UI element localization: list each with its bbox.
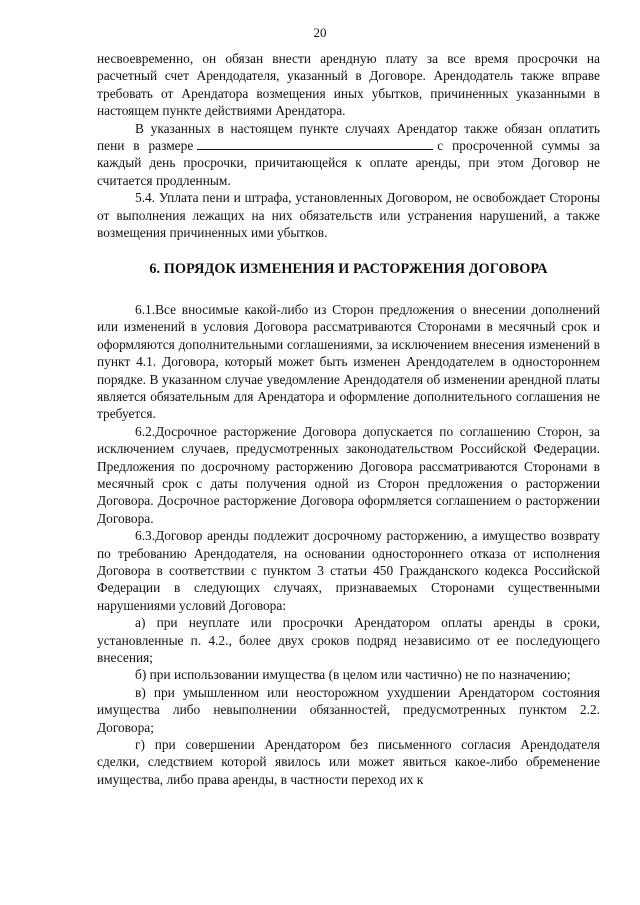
list-item-b: б) при использовании имущества (в целом или частично) не по назначению; <box>135 667 571 683</box>
section-6-heading: 6. ПОРЯДОК ИЗМЕНЕНИЯ И РАСТОРЖЕНИЯ ДОГОВОРА <box>149 261 548 278</box>
paragraph-penalty <box>97 120 600 190</box>
penalty-text-before: В указанных в настоящем пункте случаях Арендатор также обязан оплатить пени в размере <box>97 120 600 154</box>
penalty-text-after: с просроченной суммы за каждый день просрочки, причитающейся к оплате аренды, при этом Договор не считается продленным. <box>97 138 600 188</box>
penalty-amount-blank-line <box>197 137 433 150</box>
list-item-a: а) при неуплате или просрочки Арендатором оплаты аренды в сроки, установленные п. 4.2., более двух сроков подряд независимо от ее последующего внесения; <box>97 615 600 665</box>
paragraph-5-4: 5.4. Уплата пени и штрафа, установленных Договором, не освобождает Стороны от выполнения лежащих на них обязательств или устранения нарушений, а также возмещения причиненных ими убытков. <box>97 190 600 241</box>
list-item-g: г) при совершении Арендатором без письменного согласия Арендодателя сделки, следствием которой явилось или может явиться какое-либо обременение имущества, либо права аренды, в частности переход их к <box>97 737 600 787</box>
paragraph-6-1: 6.1.Все вносимые какой-либо из Сторон предложения о внесении дополнений или изменений в условия Договора рассматриваются Сторонами в месячный срок и оформляются дополнительными соглашениями, за исключением внесения изменений в пункт 4.1. Договора, который может быть изменен Арендодателем в одностороннем порядке. В указанном случае уведомление Арендодателя об изменении арендной платы является обязательным для Арендатора и оформление дополнительного соглашения не требуется. <box>97 301 600 422</box>
paragraph-6-2: 6.2.Досрочное расторжение Договора допускается по соглашению Сторон, за исключением случаев, предусмотренных законодательством Российской Федерации. Предложения по досрочному расторжению Договора рассматриваются Сторонами в месячный срок с даты получения одной из Сторон предложения о расторжении Договора. Досрочное расторжение Договора оформляется соглашением о расторжении Договора. <box>97 423 600 526</box>
list-item-v: в) при умышленном или неосторожном ухудшении Арендатором состояния имущества либо невыполнении обязанностей, предусмотренных пунктом 2.2. Договора; <box>97 684 600 735</box>
document-body <box>97 50 600 788</box>
paragraph-5-3-continuation: несвоевременно, он обязан внести арендную плату за все время просрочки на расчетный счет Арендодателя, указанный в Договоре. Арендодатель также вправе требовать от Арендатора возмещения иных убытков, причиненных указанными в настоящем пункте действиями Арендатора. <box>97 51 600 119</box>
page-number: 20 <box>313 25 327 40</box>
paragraph-6-3: 6.3.Договор аренды подлежит досрочному расторжению, а имущество возврату по требованию Арендодателя, на основании одностороннего отказа от исполнения Договора в соответствии с пунктом 3 статьи 450 Гражданского кодекса Российской Федерации в следующих случаях, признаваемых Сторонами существенными нарушениями условий Договора: <box>97 528 600 613</box>
